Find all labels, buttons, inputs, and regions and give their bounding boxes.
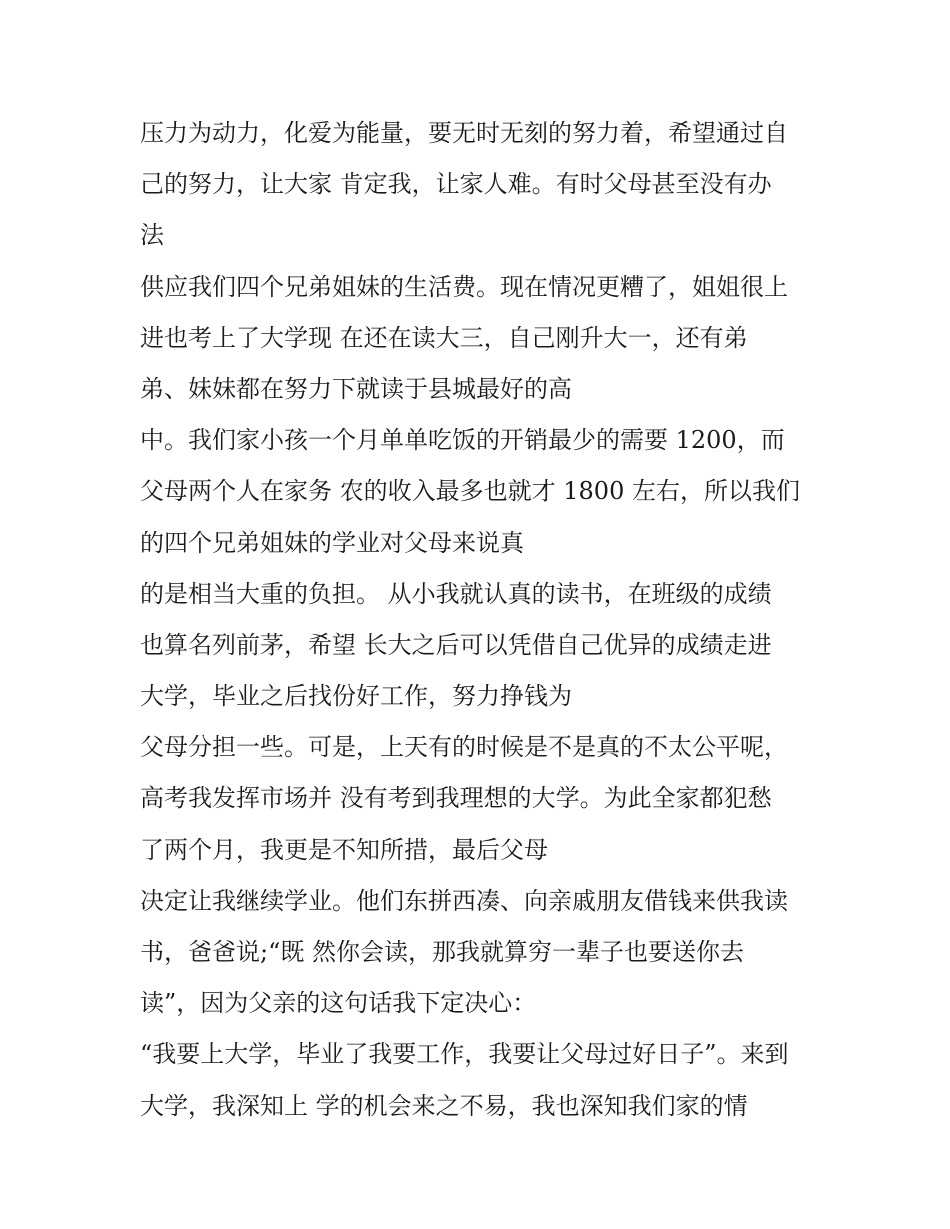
text-line-2: 己的努力，让大家 肯定我，让家人难。有时父母甚至没有办 (140, 170, 772, 199)
text-line-17: 书，爸爸说;“既 然你会读，那我就算穷一辈子也要送你去 (140, 938, 744, 966)
text-line-15: 了两个月，我更是不知所措，最后父母 (140, 835, 548, 864)
text-line-12: 大学，毕业之后找份好工作，努力挣钱为 (140, 682, 572, 711)
body-text (140, 108, 830, 1132)
text-line-8: 父母两个人在家务 农的收入最多也就才 1800 左右，所以我们 (140, 477, 800, 506)
text-line-1: 压力为动力，化爱为能量，要无时无刻的努力着，希望通过自 (140, 119, 788, 147)
text-line-11: 也算名列前茅，希望 长大之后可以凭借自己优异的成绩走进 (140, 630, 772, 659)
text-line-9: 的四个兄弟姐妹的学业对父母来说真 (140, 528, 524, 557)
text-line-6: 弟、妹妹都在努力下就读于县城最好的高 (140, 374, 572, 403)
text-line-13: 父母分担一些。可是，上天有的时候是不是真的不太公平呢， (140, 733, 788, 762)
text-line-4: 供应我们四个兄弟姐妹的生活费。现在情况更糟了，姐姐很上 (140, 272, 788, 301)
text-line-5: 进也考上了大学现 在还在读大三，自己刚升大一，还有弟 (140, 323, 748, 352)
text-line-14: 高考我发挥市场并 没有考到我理想的大学。为此全家都犯愁 (140, 784, 772, 813)
text-line-10: 的是相当大重的负担。 从小我就认真的读书，在班级的成绩 (140, 579, 772, 608)
text-line-7: 中。我们家小孩一个月单单吃饭的开销最少的需要 1200，而 (140, 426, 785, 455)
text-line-19: “我要上大学，毕业了我要工作，我要让父母过好日子”。来到 (140, 1040, 789, 1069)
text-line-3: 法 (140, 221, 164, 250)
text-line-20: 大学，我深知上 学的机会来之不易，我也深知我们家的情 (140, 1091, 748, 1120)
text-line-16: 决定让我继续学业。他们东拼西凑、向亲戚朋友借钱来供我读 (140, 886, 788, 915)
text-line-18: 读”，因为父亲的这句话我下定决心： (140, 989, 537, 1018)
